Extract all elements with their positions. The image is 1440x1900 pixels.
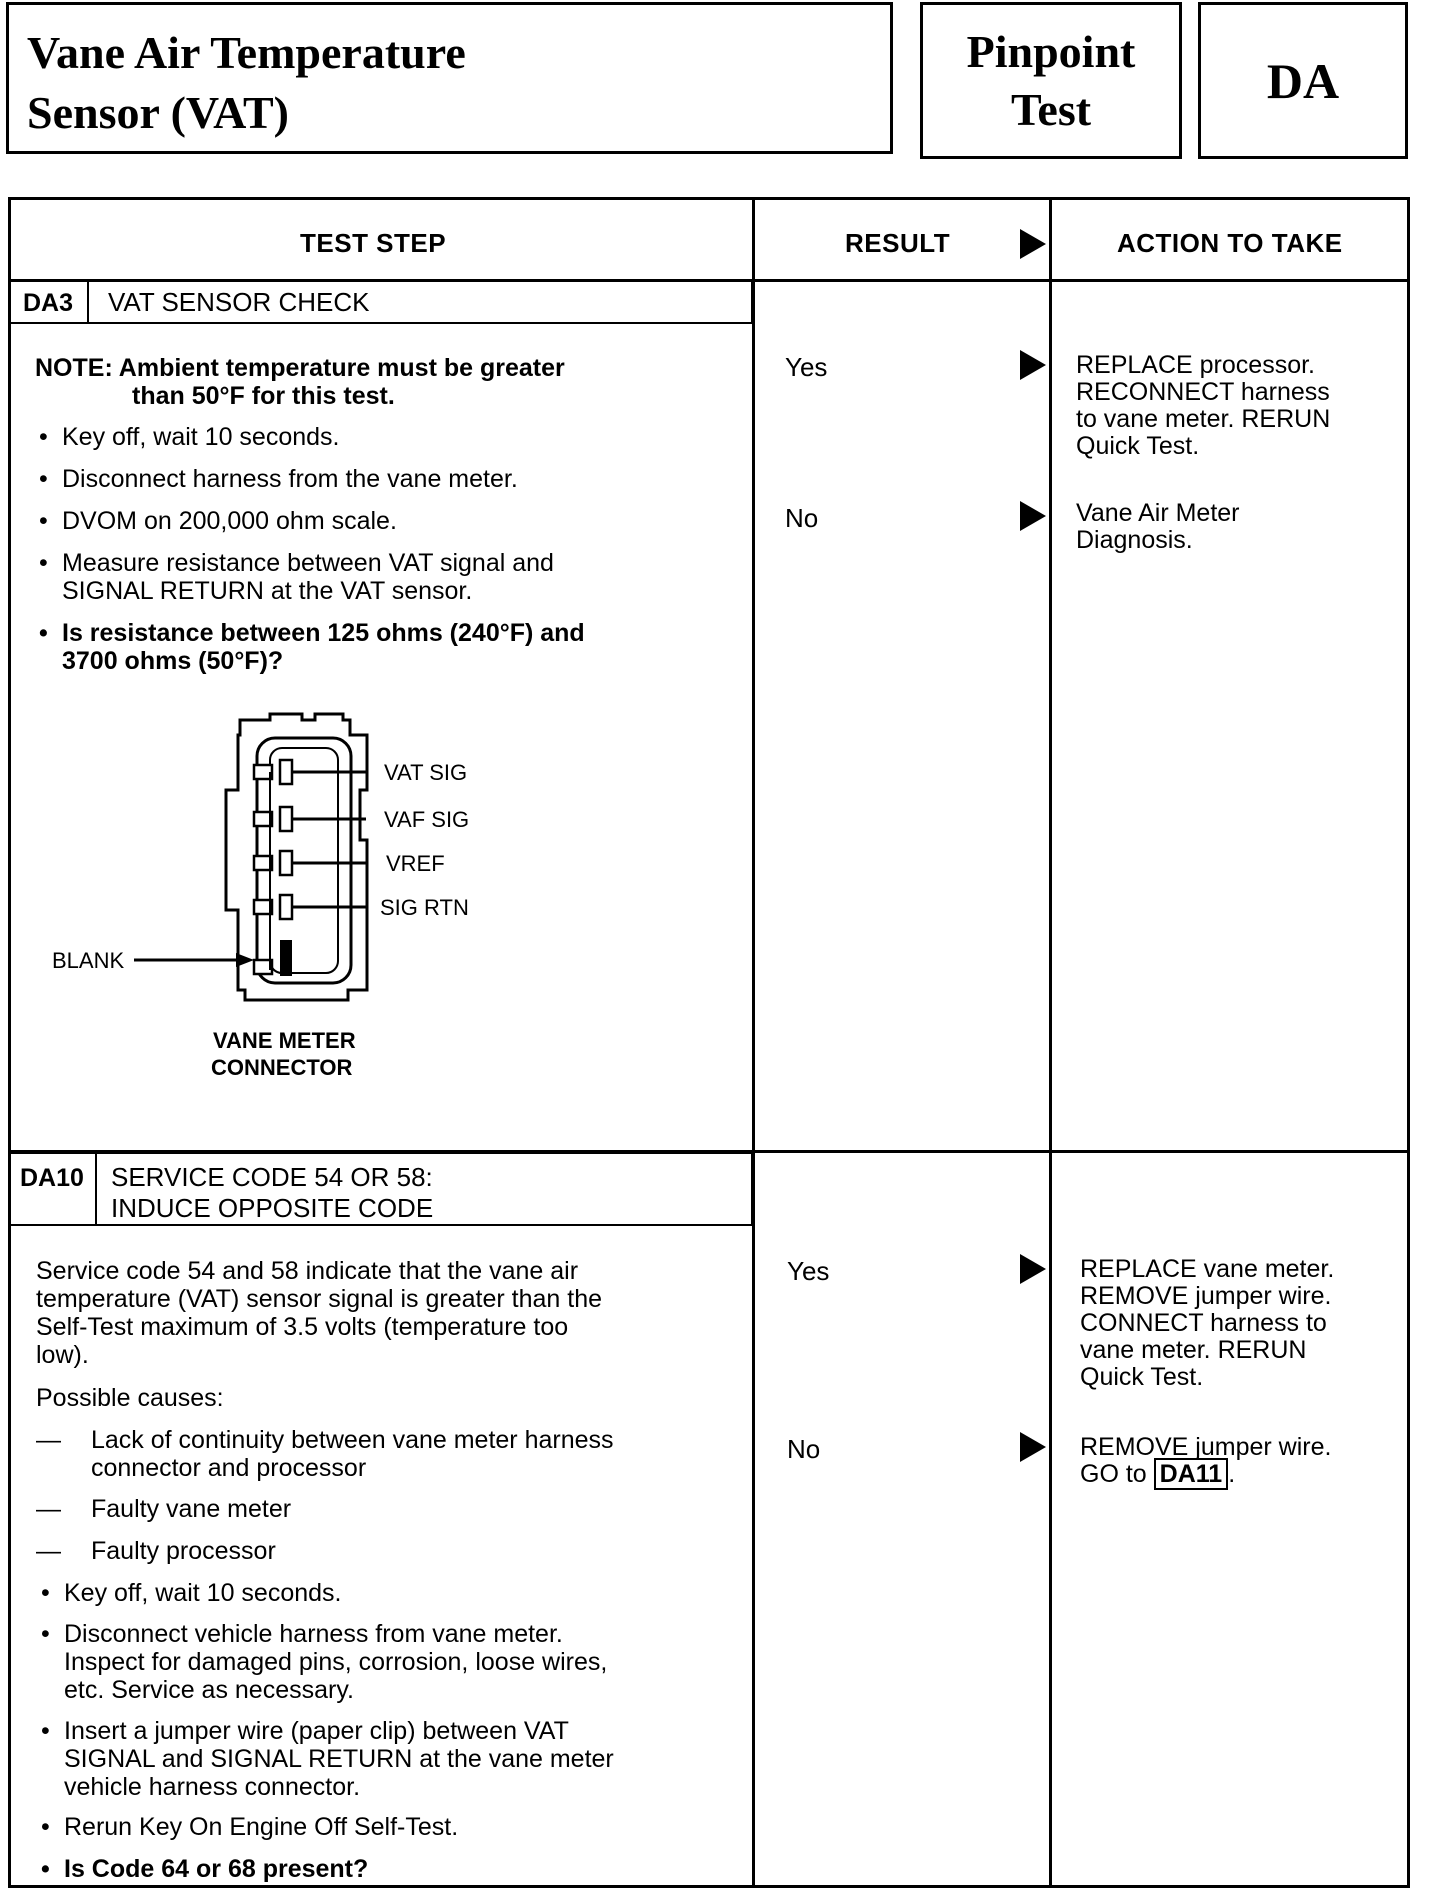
- divider-action: [1049, 197, 1052, 1888]
- goto-da11-reference[interactable]: DA11: [1154, 1458, 1229, 1490]
- step-da10-no-arrow-icon: [1020, 1432, 1046, 1462]
- bullet-line: vehicle harness connector.: [64, 1773, 361, 1801]
- step-da10-no-action: [1080, 1434, 1331, 1488]
- cause-1-line-2: connector and processor: [91, 1454, 367, 1482]
- step-da3-no-arrow-icon: [1020, 501, 1046, 531]
- col-result: RESULT: [845, 228, 951, 258]
- step-da3-bullet-4-2: SIGNAL RETURN at the VAT sensor.: [62, 577, 473, 605]
- label-vat-sig: VAT SIG: [384, 760, 468, 785]
- bullet-line: Inspect for damaged pins, corrosion, loose wires,: [64, 1648, 608, 1676]
- col-test-step: TEST STEP: [300, 228, 447, 258]
- pin-1: [280, 760, 292, 784]
- pinpoint-test-box: [920, 2, 1182, 159]
- result-arrow-icon: [1020, 229, 1046, 259]
- connector-shell: [226, 714, 367, 1000]
- step-da3-bullet-4-1: • Measure resistance between VAT signal and: [62, 549, 554, 577]
- step-da10-question: • Is Code 64 or 68 present?: [64, 1855, 368, 1883]
- step-da3-no-action: [1076, 500, 1240, 554]
- action-line: REMOVE jumper wire.: [1080, 1282, 1332, 1310]
- step-da3-bullet-3: • DVOM on 200,000 ohm scale.: [62, 507, 397, 535]
- label-vaf-sig: VAF SIG: [384, 807, 470, 832]
- goto-label: GO to: [1080, 1460, 1147, 1488]
- action-line: REMOVE jumper wire.: [1080, 1433, 1332, 1461]
- pinpoint-label: Pinpoint: [966, 25, 1136, 77]
- step-da10-yes-action: [1080, 1256, 1334, 1391]
- pin-4: [280, 895, 292, 919]
- step-da3-no: No: [785, 503, 819, 533]
- label-blank: BLANK: [52, 948, 125, 973]
- step-da3-note-1: NOTE: Ambient temperature must be greater: [35, 354, 565, 382]
- description-line: Service code 54 and 58 indicate that the vane air: [36, 1257, 579, 1285]
- bullet-line: SIGNAL and SIGNAL RETURN at the vane meter: [64, 1745, 614, 1773]
- step-da10-description: [36, 1257, 602, 1369]
- action-line: vane meter. RERUN: [1080, 1336, 1307, 1364]
- pin-2: [280, 807, 292, 831]
- test-code-box: [1198, 2, 1408, 159]
- test-code: DA: [1266, 52, 1340, 109]
- step-da3-id-divider: [87, 280, 89, 324]
- action-line: Vane Air Meter: [1076, 499, 1240, 527]
- goto-period: .: [1228, 1460, 1236, 1488]
- step-da3-question-1: • Is resistance between 125 ohms (240°F) and: [62, 619, 585, 647]
- diagram-caption-1: VANE METER: [213, 1028, 356, 1053]
- cause-2: — Faulty vane meter: [91, 1495, 291, 1523]
- action-line: to vane meter. RERUN: [1076, 405, 1331, 433]
- step-da10-bullet-4: • Rerun Key On Engine Off Self-Test.: [64, 1813, 458, 1841]
- step-da10-bullet-2: [64, 1620, 607, 1704]
- action-line: RECONNECT harness: [1076, 378, 1330, 406]
- label-sig-rtn: SIG RTN: [380, 895, 469, 920]
- step-da10-title-2: INDUCE OPPOSITE CODE: [111, 1193, 434, 1223]
- goto-line: [1080, 1461, 1331, 1488]
- col-action: ACTION TO TAKE: [1117, 228, 1343, 258]
- bullet-line: • Insert a jumper wire (paper clip) between VAT: [64, 1717, 569, 1745]
- diagram-caption-2: CONNECTOR: [211, 1055, 353, 1080]
- divider-result: [752, 197, 755, 1888]
- step-da3-code: DA3: [23, 289, 74, 317]
- step-da3-note-2: than 50°F for this test.: [132, 382, 395, 410]
- step-da10-id-divider: [95, 1152, 97, 1226]
- step-da10-code: DA10: [20, 1164, 84, 1192]
- cause-1-line-1: — Lack of continuity between vane meter harness: [91, 1426, 614, 1454]
- step-da10-bullet-1: • Key off, wait 10 seconds.: [64, 1579, 341, 1607]
- description-line: Self-Test maximum of 3.5 volts (temperature too: [36, 1313, 569, 1341]
- blank-pin: [280, 940, 292, 976]
- step-da3-question-2: 3700 ohms (50°F)?: [62, 647, 284, 675]
- possible-causes-label: Possible causes:: [36, 1384, 224, 1412]
- step-da3-yes-arrow-icon: [1020, 350, 1046, 380]
- cause-3: — Faulty processor: [91, 1537, 276, 1565]
- step-da3-bullet-2: • Disconnect harness from the vane meter.: [62, 465, 518, 493]
- step-da10-yes-arrow-icon: [1020, 1254, 1046, 1284]
- action-line: Quick Test.: [1076, 432, 1200, 460]
- action-line: Quick Test.: [1080, 1363, 1204, 1391]
- bullet-line: • Disconnect vehicle harness from vane meter.: [64, 1620, 563, 1648]
- action-line: CONNECT harness to: [1080, 1309, 1327, 1337]
- title-line-1: Vane Air Temperature: [27, 27, 466, 78]
- step-da3-yes-action: [1076, 352, 1330, 460]
- step-da3-bullet-1: • Key off, wait 10 seconds.: [62, 423, 339, 451]
- step-da3-title: VAT SENSOR CHECK: [108, 287, 370, 317]
- test-label: Test: [1010, 83, 1092, 135]
- vane-meter-connector-diagram: [30, 700, 510, 1100]
- title-line-2: Sensor (VAT): [27, 87, 289, 138]
- page-title: [27, 23, 466, 143]
- step-da3-yes: Yes: [785, 352, 828, 382]
- title-box: [6, 2, 893, 154]
- step-da10-no: No: [787, 1434, 821, 1464]
- step-da10-title-1: SERVICE CODE 54 OR 58:: [111, 1162, 433, 1192]
- bullet-line: etc. Service as necessary.: [64, 1676, 354, 1704]
- step-da10-bullet-3: [64, 1717, 614, 1801]
- description-line: temperature (VAT) sensor signal is greater than the: [36, 1285, 603, 1313]
- action-line: Diagnosis.: [1076, 526, 1193, 554]
- action-line: REPLACE vane meter.: [1080, 1255, 1335, 1283]
- description-line: low).: [36, 1341, 89, 1369]
- pin-3: [280, 851, 292, 875]
- label-vref: VREF: [386, 851, 445, 876]
- step-da10-yes: Yes: [787, 1256, 830, 1286]
- action-line: REPLACE processor.: [1076, 351, 1315, 379]
- blank-arrow-icon: [236, 953, 254, 967]
